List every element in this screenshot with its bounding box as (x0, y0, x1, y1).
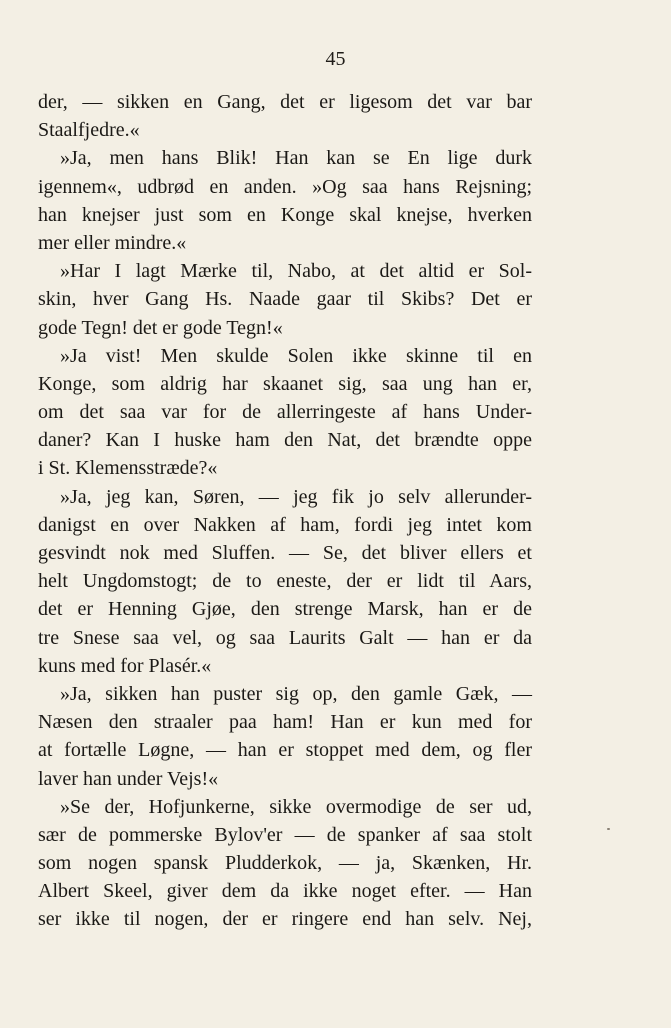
text-line: Næsen den straaler paa ham! Han er kun med for (38, 711, 532, 734)
text-line: »Ja, jeg kan, Søren, — jeg fik jo selv allerunder- (60, 485, 532, 508)
text-line: ser ikke til nogen, der er ringere end han selv. Nej, (38, 908, 532, 931)
text-line: sær de pommerske Bylov'er — de spanker af saa stolt (38, 823, 532, 846)
text-line: gode Tegn! det er gode Tegn!« (38, 316, 283, 339)
text-line: igennem«, udbrød en anden. »Og saa hans Rejsning; (38, 175, 532, 198)
page-number: 45 (325, 48, 346, 70)
text-line: gesvindt nok med Sluffen. — Se, det bliver ellers et (38, 542, 532, 564)
text-line: »Ja, men hans Blik! Han kan se En lige durk (60, 147, 532, 170)
text-line: Staalfjedre.« (38, 119, 140, 142)
paper-speck (607, 828, 610, 830)
text-line: der, — sikken en Gang, det er ligesom det var bar (38, 91, 532, 113)
text-line: »Se der, Hofjunkerne, sikke overmodige de ser ud, (60, 795, 532, 818)
text-line: at fortælle Løgne, — han er stoppet med dem, og fler (38, 739, 532, 762)
text-line: som nogen spansk Pludderkok, — ja, Skænken, Hr. (38, 852, 532, 875)
text-line: kuns med for Plasér.« (38, 654, 212, 677)
text-line: daner? Kan I huske ham den Nat, det brændte oppe (38, 429, 532, 452)
text-line: helt Ungdomstogt; de to eneste, der er lidt til Aars, (38, 570, 532, 593)
text-line: i St. Klemensstræde?« (38, 457, 218, 480)
text-line: »Ja vist! Men skulde Solen ikke skinne til en (60, 344, 532, 367)
text-line: »Har I lagt Mærke til, Nabo, at det altid er Sol- (60, 260, 532, 283)
text-line: om det saa var for de allerringeste af hans Under- (38, 401, 532, 424)
text-line: laver han under Vejs!« (38, 767, 219, 790)
text-line: mer eller mindre.« (38, 231, 187, 254)
text-line: han knejser just som en Konge skal knejse, hverken (38, 203, 532, 226)
text-line: tre Snese saa vel, og saa Laurits Galt — han er da (38, 626, 532, 649)
text-line: »Ja, sikken han puster sig op, den gamle Gæk, — (60, 682, 532, 705)
text-line: Albert Skeel, giver dem da ikke noget efter. — Han (38, 880, 532, 903)
body-text (38, 88, 532, 934)
text-line: skin, hver Gang Hs. Naade gaar til Skibs? Det er (38, 288, 532, 311)
text-line: danigst en over Nakken af ham, fordi jeg intet kom (38, 513, 532, 536)
text-line: det er Henning Gjøe, den strenge Marsk, han er de (38, 598, 532, 621)
text-line: Konge, som aldrig har skaanet sig, saa ung han er, (38, 372, 532, 395)
